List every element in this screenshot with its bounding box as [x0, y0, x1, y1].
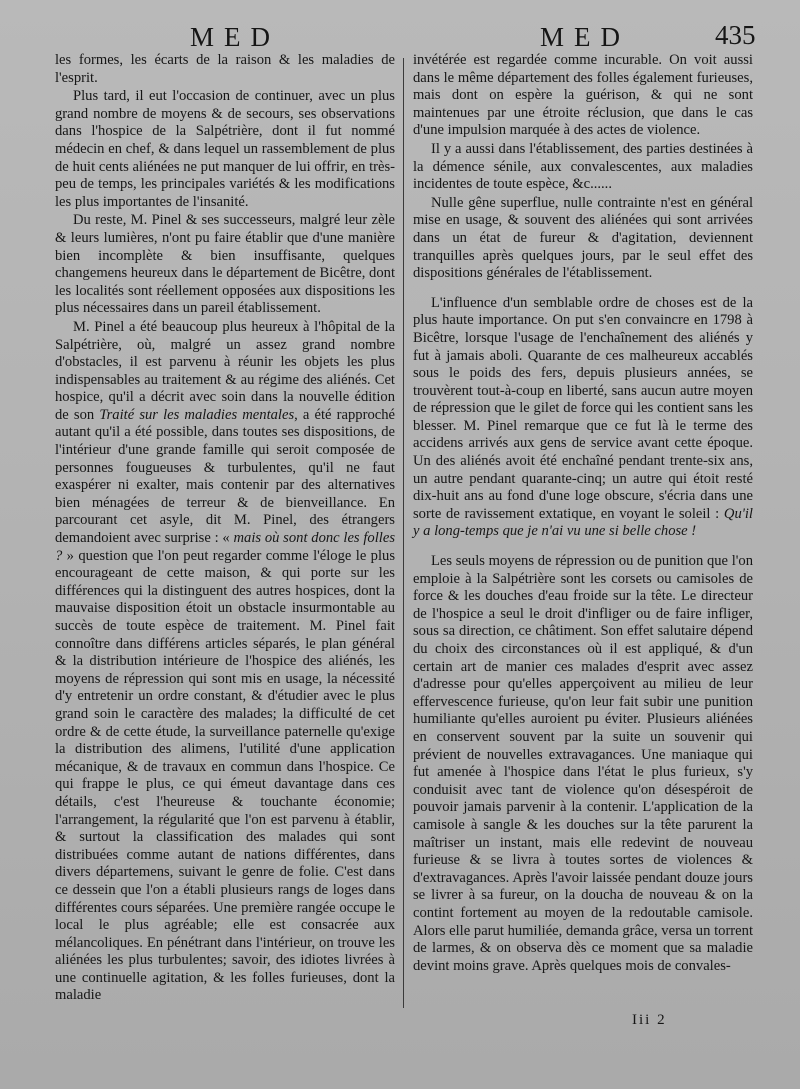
italic-text: Traité sur les maladies mentales: [99, 406, 295, 423]
page-number: 435: [715, 20, 756, 50]
header-left-title: MED: [190, 22, 280, 52]
printer-signature-mark: Iii 2: [632, 1012, 667, 1028]
paragraph: [55, 52, 395, 87]
right-column: [413, 52, 753, 975]
paragraph-text: Plus tard, il eut l'occasion de continuer, avec un plus grand nombre de moyens & de secours, ses observations dans l'hospice de la Salpétrière, dont il fut nommé médecin en chef, & dans lequel un rassemblement de plus de huit cents aliénées ne put manquer de lui offrir, en très-peu de temps, les principales variétés & les modifications les plus importantes de l'insanité.: [55, 88, 395, 210]
paragraph-text: , a été rapproché autant qu'il a été possible, dans toutes ses dispositions, de l'intérieur d'une grande famille qui seroit composée de personnes fougueuses & turbulentes, qu'il ne faut exaspérer ni exalter, mais contenir par des alternatives bien ménagées de terreur & de bienveillance. En parcourant cet asyle, dit M. Pinel, des étrangers demandoient avec surprise : «: [55, 406, 395, 547]
paragraph-text: Nulle gêne superflue, nulle contrainte n'est en général mise en usage, & souvent des aliénées qui sont arrivées dans un état de fureur & d'agitation, deviennent tranquilles après quelques jours, par le seul effet des dispositions générales de l'établissement.: [413, 194, 753, 282]
italic-text: mais où sont donc les folles ?: [55, 530, 395, 564]
paragraph: [413, 195, 753, 283]
paragraph-text: Les seuls moyens de répression ou de punition que l'on emploie à la Salpétrière sont les corsets ou camisoles de force & les douches d'eau froide sur la tête. Le directeur de l'hospice a seul le droit d'infliger ou de faire infliger, sous sa direction, ce châtiment. Son effet salutaire dépend du choix des circonstances où il est appliqué, & d'un certain art de manier ces malades d'esprit avec assez d'adresse pour qu'elles apperçoivent au milieu de leur effervescence furieuse, qu'on leur fait subir une punition humiliante qu'elles auroient pu éviter. Plusieurs aliénées en conservent souvent par la suite un souvenir qui prévient de nouvelles extravagances. Une maniaque qui fut amenée à l'hospice dans l'état le plus furieux, s'y conduisit avec tant de violence qu'on désespéroit de pouvoir jamais parvenir à la contenir. L'application de la camisole à sangle & les douches sur la tête parurent la maîtriser un instant, mais elle redevint de nouveau furieuse & se livra à toutes sortes de violences & d'extravagances. Après l'avoir laissée pendant douze jours se livrer à sa fureur, on la doucha de nouveau & on la contint fortement au moyen de la redoutable camisole. Alors elle parut humiliée, demanda grâce, versa un torrent de larmes, & on observa dès ce moment que sa maladie devint moins grave. Après quelques mois de convales-: [413, 553, 753, 974]
paragraph: [55, 319, 395, 1005]
column-divider: [403, 58, 404, 1008]
paragraph: [413, 295, 753, 541]
italic-text: Qu'il y a long-temps que je n'ai vu une si belle chose !: [413, 505, 753, 540]
paragraph: [55, 88, 395, 211]
paragraph: [55, 212, 395, 318]
paragraph-text: Du reste, M. Pinel & ses successeurs, malgré leur zèle & leurs lumières, n'ont pu faire établir que d'une manière bien incomplète & bien insuffisante, quelques changemens heureux dans le département de Bicêtre, dont les localités sont réellement opposées aux dispositions les plus nécessaires dans un pareil établissement.: [55, 212, 395, 317]
paragraph-text: M. Pinel a été beaucoup plus heureux à l'hôpital de la Salpétrière, où, malgré un assez grand nombre d'obstacles, il est parvenu à réunir les objets les plus indispensables au traitement & au régime des aliénés. Cet hospice, qu'il a décrit avec soin dans la nouvelle édition de son: [55, 318, 395, 423]
paragraph-text: invétérée est regardée comme incurable. On voit aussi dans le même département des folles également furieuses, mais dont on espère la guérison, & qui ne sont maintenues par une étroite réclusion, que dans le cas d'une impulsion marquée à des actes de violence.: [413, 52, 753, 139]
paragraph-text: » question que l'on peut regarder comme l'éloge le plus encourageant de cette maison, & qui porte sur les différences qui la distinguent des autres hospices, dont la mauvaise disposition étoit un obstacle insurmontable au succès de toute espèce de traitement. M. Pinel fait connoître dans différens articles séparés, le plan général & la distribution intérieure de l'hospice des aliénés, les moyens de répression qui sont mis en usage, la nécessité d'y entretenir un ordre constant, & d'étudier avec le plus grand soin le caractère des malades; la difficulté de cet ordre & de cette étude, la surveillance paternelle qu'exige la distribution des alimens, l'utilité d'une application mécanique, & de travaux en commun dans l'hospice. Ce qui frappe le plus, ce qui émeut davantage dans ces détails, c'est l'heureuse & touchante économie; l'arrangement, la régularité que l'on est parvenu à établir, & surtout la classification des malades qui sont distribuées comme autant de nations différentes, dans divers départemens, suivant le genre de folie. C'est dans ce dessein que l'on a établi plusieurs rangs de loges dans différentes cours séparées. Une première rangée occupe le local le plus agréable; elle est consacrée aux mélancoliques. En pénétrant dans l'intérieur, on trouve les aliénées les plus turbulentes; savoir, des idiotes livrées à une continuelle agitation, & les folles furieuses, dont la maladie: [55, 547, 395, 1004]
header-right-title: MED: [540, 22, 630, 52]
left-column: [55, 52, 395, 1005]
paragraph-text: les formes, les écarts de la raison & les maladies de l'esprit.: [55, 52, 395, 86]
paragraph-text: Il y a aussi dans l'établissement, des parties destinées à la démence sénile, aux convalescentes, aux maladies incidentes de toute espèce, &c......: [413, 140, 753, 193]
running-header: [0, 18, 800, 54]
paragraph: [413, 52, 753, 140]
paragraph-text: L'influence d'un semblable ordre de choses est de la plus haute importance. On put s'en convaincre en 1798 à Bicêtre, lorsque l'usage de l'enchaînement des aliénés y fut à jamais aboli. Quarante de ces malheureux accablés sous le poids des fers, depuis plusieurs années, se trouvèrent tout-à-coup en liberté, sans aucun autre moyen de répression que le gilet de force qui les contient sans les blesser. M. Pinel remarque que ce fut là le terme des accidens arrivés aux gens de service avant cette époque. Un des aliénés avoit été enchaîné pendant trente-six ans, un autre pendant quarante-cinq; un autre qui étoit resté dix-huit ans au fond d'une loge obscure, s'écria dans une sorte de ravissement extatique, en voyant le soleil :: [413, 294, 753, 522]
paragraph: [413, 141, 753, 194]
paragraph: [413, 553, 753, 975]
